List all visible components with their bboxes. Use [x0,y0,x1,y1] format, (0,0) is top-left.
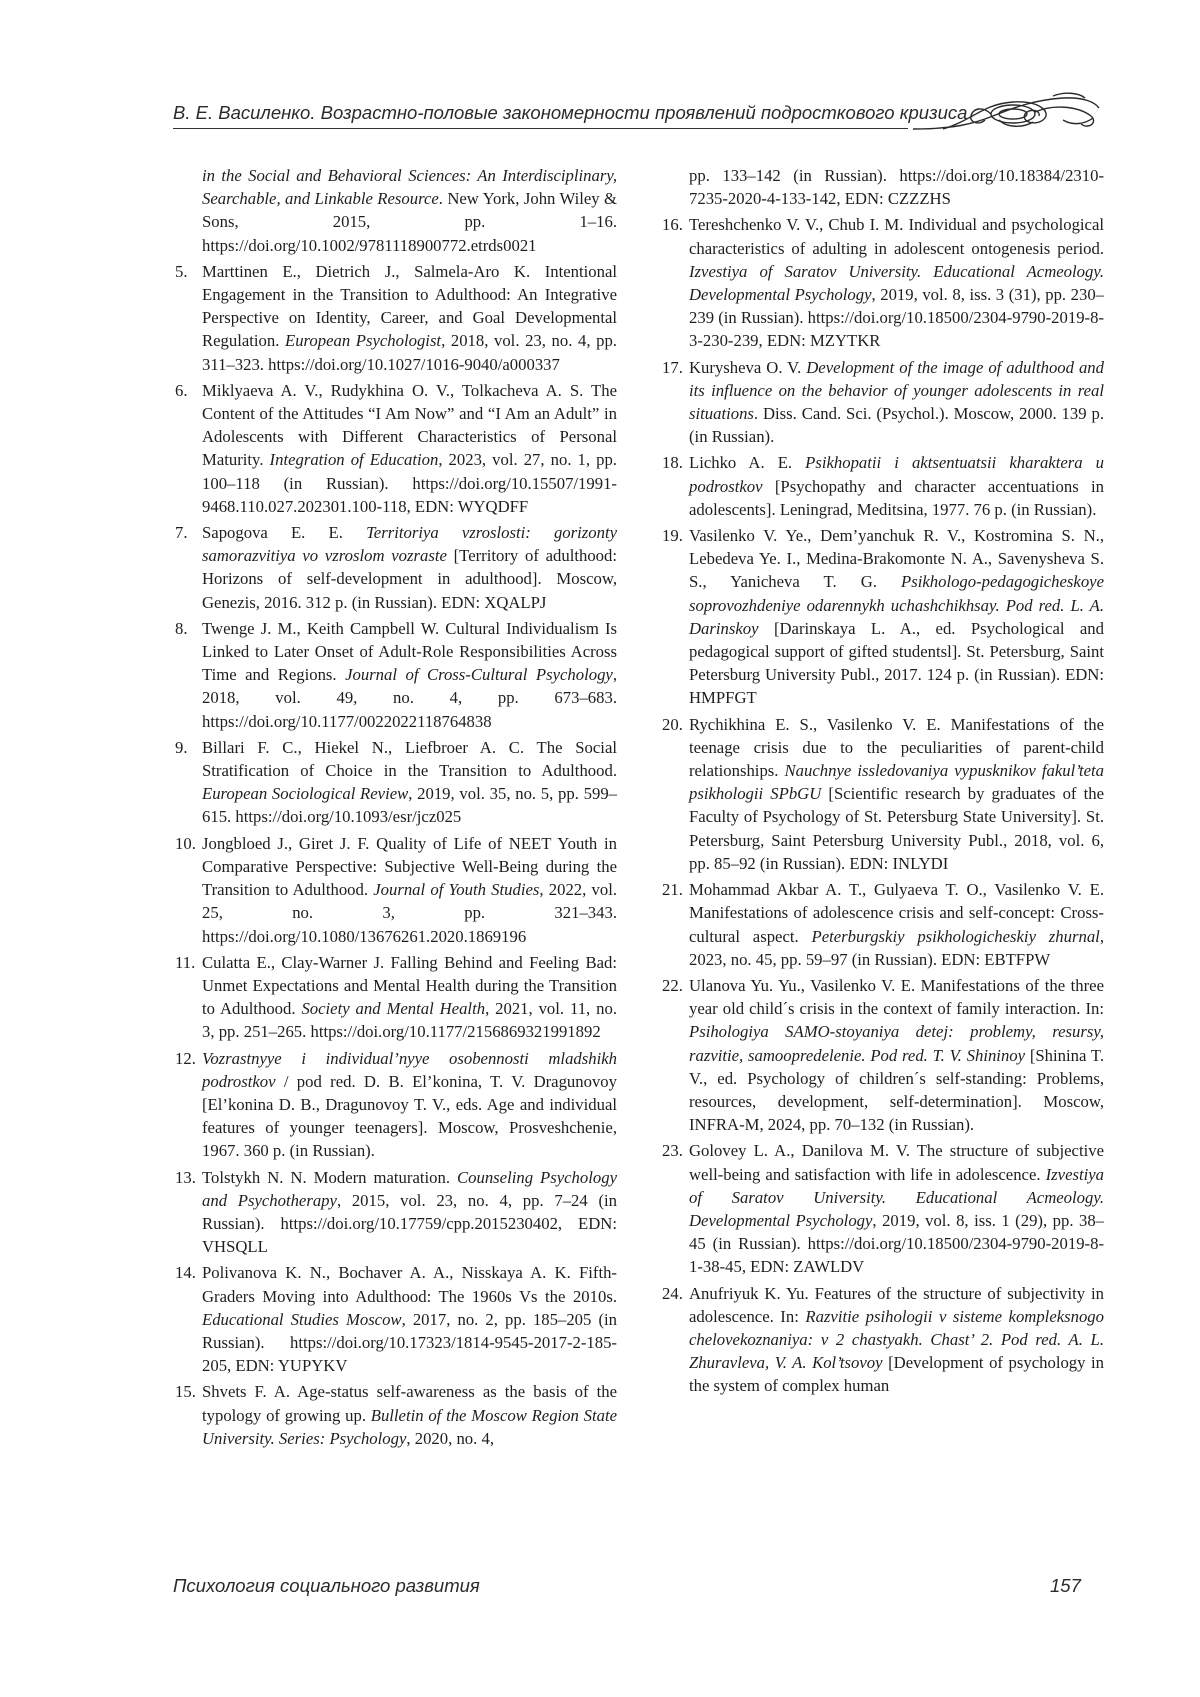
reference-text: Jongbloed J., Giret J. F. Quality of Life of NEET Youth in Comparative Perspective: Subjective Well-Being during the Transition to Adulthood. [202,834,617,899]
reference-item [662,356,1104,449]
reference-text: , 2015, vol. 23, no. 4, pp. 7–24 (in Russian). https://doi.org/10.17759/cpp.2015230402, EDN: VHSQLL [202,1191,617,1256]
reference-title: Counseling Psychology and Psychotherapy [202,1168,617,1210]
reference-title: in the Social and Behavioral Sciences: An Interdisciplinary, Searchable, and Linkable Resource [202,166,617,208]
reference-number: 22. [662,974,683,997]
reference-text: Polivanova K. N., Bochaver A. A., Nisskaya A. K. Fifth-Graders Moving into Adulthood: The 1960s Vs the 2010s. [202,1263,617,1305]
reference-text: [Scientific research by graduates of the Faculty of Psychology of St. Petersburg State University]. St. Petersburg, Saint Petersburg University Publ., 2018, vol. 6, pp. 85–92 (in Russian). EDN: INLYDI [689,784,1104,873]
journal-name: Психология социального развития [173,1575,480,1597]
reference-text: Tolstykh N. N. Modern maturation. [202,1168,457,1187]
reference-text: Rychikhina E. S., Vasilenko V. E. Manifestations of the teenage crisis due to the peculiarities of parent-child relationships. [689,715,1104,780]
reference-item [175,736,617,829]
reference-title: Society and Mental Health [301,999,485,1018]
reference-title: Izvestiya of Saratov University. Educational Acmeology. Developmental Psychology [689,1165,1104,1230]
header-rule [173,128,908,129]
reference-number: 6. [175,379,188,402]
reference-title: Journal of Cross-Cultural Psychology [345,665,613,684]
reference-item [175,951,617,1044]
reference-text: , 2022, vol. 25, no. 3, pp. 321–343. https://doi.org/10.1080/13676261.2020.1869196 [202,880,617,945]
reference-text: . Diss. Cand. Sci. (Psychol.). Moscow, 2000. 139 p. (in Russian). [689,404,1104,446]
reference-item [662,1282,1104,1398]
reference-title: Educational Studies Moscow [202,1310,402,1329]
page-number: 157 [1050,1575,1081,1597]
reference-number: 11. [175,951,195,974]
reference-item [662,524,1104,710]
reference-text: [Shinina T. V., ed. Psychology of children´s self-standing: Problems, resources, development, self-determination]. Moscow, INFRA-M, 2024, pp. 70–132 (in Russian). [689,1046,1104,1135]
reference-text: , 2019, vol. 35, no. 5, pp. 599–615. https://doi.org/10.1093/esr/jcz025 [202,784,617,826]
reference-text: pp. 133–142 (in Russian). https://doi.org/10.18384/2310-7235-2020-4-133-142, EDN: CZZZHS [689,166,1104,208]
reference-number: 12. [175,1047,196,1070]
reference-text: [Darinskaya L. A., ed. Psychological and pedagogical support of gifted studentsl]. St. Petersburg, Saint Petersburg University Publ., 2017. 124 p. (in Russian). EDN: HMPFGT [689,619,1104,708]
reference-number: 13. [175,1166,196,1189]
reference-title: European Sociological Review [202,784,408,803]
ornament-flourish-icon [913,90,1103,140]
reference-text: , 2019, vol. 8, iss. 1 (29), pp. 38–45 (in Russian). https://doi.org/10.18500/2304-9790-2019-8-1-38-45, EDN: ZAWLDV [689,1211,1104,1276]
reference-text: Lichko A. E. [689,453,805,472]
reference-text: , 2019, vol. 8, iss. 3 (31), pp. 230–239 (in Russian). https://doi.org/10.18500/2304-9790-2019-8-3-230-239, EDN: MZYTKR [689,285,1104,350]
reference-text: Kurysheva O. V. [689,358,806,377]
reference-item [175,521,617,614]
reference-title: Peterburgskiy psikhologicheskiy zhurnal [812,927,1100,946]
reference-item [175,1380,617,1450]
reference-text: [Psychopathy and character accentuations in adolescents]. Leningrad, Meditsina, 1977. 76 p. (in Russian). [689,477,1104,519]
reference-title: Territoriya vzroslosti: gorizonty samorazvitiya vo vzroslom vozraste [202,523,617,565]
reference-number: 15. [175,1380,196,1403]
reference-text: Billari F. C., Hiekel N., Liefbroer A. C. The Social Stratification of Choice in the Transition to Adulthood. [202,738,617,780]
reference-title: Psikhopatii i aktsentuatsii kharaktera u podrostkov [689,453,1104,495]
reference-title: Journal of Youth Studies [373,880,539,899]
reference-item [662,451,1104,521]
reference-item [662,1139,1104,1278]
reference-text: Vasilenko V. Ye., Dem’yanchuk R. V., Kostromina S. N., Lebedeva Ye. I., Medina-Brakomonte N. A., Savenysheva S. S., Yanicheva T. G. [689,526,1104,591]
reference-text: Golovey L. A., Danilova M. V. The structure of subjective well-being and satisfaction with life in adolescence. [689,1141,1104,1183]
reference-text: Marttinen E., Dietrich J., Salmela-Aro K. Intentional Engagement in the Transition to Adulthood: An Integrative Perspective on Identity, Career, and Goal Developmental Regulation. [202,262,617,351]
reference-item [662,974,1104,1136]
reference-title: Razvitie psihologii v sisteme kompleksnogo chelovekoznaniya: v 2 chastyakh. Chast’ 2. Pod red. A. L. Zhuravleva, V. A. Kol’tsovoy [689,1307,1104,1372]
reference-number: 21. [662,878,683,901]
reference-title: Vozrastnyye i individual’nyye osobennosti mladshikh podrostkov [202,1049,617,1091]
reference-title: Development of the image of adulthood and its influence on the behavior of younger adolescents in real situations [689,358,1104,423]
reference-title: Bulletin of the Moscow Region State University. Series: Psychology [202,1406,617,1448]
reference-text: Sapogova E. E. [202,523,366,542]
reference-text: Tereshchenko V. V., Chub I. M. Individual and psychological characteristics of adulting in adolescent ontogenesis period. [689,215,1104,257]
reference-text: , 2018, vol. 49, no. 4, pp. 673–683. https://doi.org/10.1177/0022022118764838 [202,665,617,730]
reference-text: Ulanova Yu. Yu., Vasilenko V. E. Manifestations of the three year old child´s crisis in the context of family interaction. In: [689,976,1104,1018]
reference-item [175,832,617,948]
reference-number: 19. [662,524,683,547]
reference-number: 7. [175,521,188,544]
reference-text: , 2020, no. 4, [406,1429,494,1448]
reference-item [175,164,617,257]
reference-text: . New York, John Wiley & Sons, 2015, pp. 1–16. https://doi.org/10.1002/9781118900772.etrds0021 [202,189,617,254]
reference-item [175,617,617,733]
running-header [173,90,1103,140]
reference-title: Psihologiya SAMO-stoyaniya detej: problemy, resursy, razvitie, samoopredelenie. Pod red. T. V. Shininoy [689,1022,1104,1064]
reference-number: 5. [175,260,188,283]
reference-text: [Territory of adulthood: Horizons of self-development in adulthood]. Moscow, Genezis, 2016. 312 p. (in Russian). EDN: XQALPJ [202,546,617,611]
reference-title: Izvestiya of Saratov University. Educational Acmeology. Developmental Psychology [689,262,1104,304]
running-title: В. Е. Василенко. Возрастно-половые закономерности проявлений подросткового кризиса [173,102,967,124]
reference-text: , 2023, vol. 27, no. 1, pp. 100–118 (in Russian). https://doi.org/10.15507/1991-9468.110.027.202301.100-118, EDN: WYQDFF [202,450,617,515]
reference-item [175,260,617,376]
reference-text: Shvets F. A. Age-status self-awareness as the basis of the typology of growing up. [202,1382,617,1424]
references-right-column [662,164,1104,1401]
reference-text: Anufriyuk K. Yu. Features of the structure of subjectivity in adolescence. In: [689,1284,1104,1326]
reference-number: 9. [175,736,188,759]
reference-item [175,379,617,518]
reference-title: Nauchnye issledovaniya vypusknikov fakul’teta psikhologii SPbGU [689,761,1104,803]
reference-item [175,1166,617,1259]
reference-number: 14. [175,1261,196,1284]
reference-title: European Psychologist [285,331,441,350]
reference-text: , 2018, vol. 23, no. 4, pp. 311–323. https://doi.org/10.1027/1016-9040/a000337 [202,331,617,373]
reference-number: 17. [662,356,683,379]
reference-text: Twenge J. M., Keith Campbell W. Cultural Individualism Is Linked to Later Onset of Adult-Role Responsibilities Across Time and Regions. [202,619,617,684]
reference-item [662,713,1104,875]
reference-item [662,213,1104,352]
reference-number: 8. [175,617,188,640]
reference-title: Integration of Education [270,450,439,469]
reference-number: 10. [175,832,196,855]
reference-text: , 2021, vol. 11, no. 3, pp. 251–265. https://doi.org/10.1177/2156869321991892 [202,999,617,1041]
reference-text: Miklyaeva A. V., Rudykhina O. V., Tolkacheva A. S. The Content of the Attitudes “I Am Now” and “I Am an Adult” in Adolescents with Different Characteristics of Personal Maturity. [202,381,617,470]
reference-text: , 2017, no. 2, pp. 185–205 (in Russian). https://doi.org/10.17323/1814-9545-2017-2-185-205, EDN: YUPYKV [202,1310,617,1375]
references-left-column [175,164,617,1453]
reference-text: , 2023, no. 45, pp. 59–97 (in Russian). EDN: EBTFPW [689,927,1104,969]
reference-text: Culatta E., Clay-Warner J. Falling Behind and Feeling Bad: Unmet Expectations and Mental Health during the Transition to Adulthood. [202,953,617,1018]
reference-item [175,1047,617,1163]
reference-number: 24. [662,1282,683,1305]
reference-number: 16. [662,213,683,236]
reference-number: 23. [662,1139,683,1162]
reference-title: Psikhologo-pedagogicheskoye soprovozhdeniye odarennykh uchashchikhsay. Pod red. L. A. Darinskoy [689,572,1104,637]
reference-number: 18. [662,451,683,474]
reference-text: / pod red. D. B. El’konina, T. V. Dragunovoy [El’konina D. B., Dragunovoy T. V., eds. Age and individual features of younger teenagers]. Moscow, Prosveshchenie, 1967. 360 p. (in Russian). [202,1072,617,1161]
reference-number: 20. [662,713,683,736]
reference-item [662,164,1104,210]
reference-item [175,1261,617,1377]
reference-text: Mohammad Akbar A. T., Gulyaeva T. O., Vasilenko V. E. Manifestations of adolescence crisis and self-concept: Cross-cultural aspect. [689,880,1104,945]
reference-item [662,878,1104,971]
reference-text: [Development of psychology in the system of complex human [689,1353,1104,1395]
